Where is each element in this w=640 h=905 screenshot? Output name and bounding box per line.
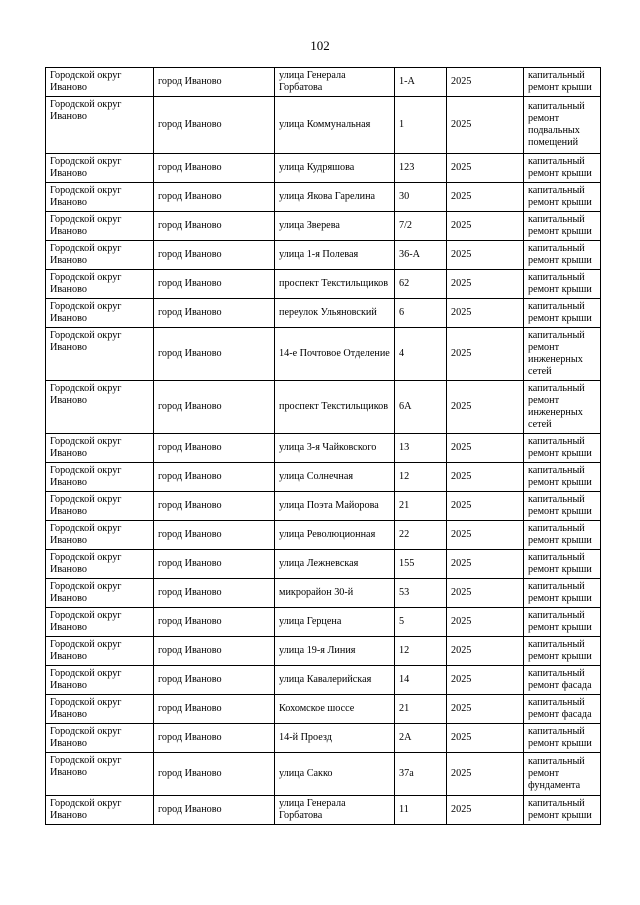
cell-okrug: Городской округ Иваново [46, 68, 154, 97]
cell-okrug: Городской округ Иваново [46, 724, 154, 753]
cell-okrug: Городской округ Иваново [46, 637, 154, 666]
cell-house: 5 [395, 608, 447, 637]
table-row [46, 97, 601, 154]
cell-city: город Иваново [154, 637, 275, 666]
cell-work-type: капитальный ремонт крыши [524, 183, 601, 212]
table-row [46, 608, 601, 637]
cell-year: 2025 [447, 695, 524, 724]
table-row [46, 492, 601, 521]
cell-street: улица Революционная [275, 521, 395, 550]
cell-year: 2025 [447, 212, 524, 241]
cell-year: 2025 [447, 724, 524, 753]
cell-work-type: капитальный ремонт крыши [524, 492, 601, 521]
cell-city: город Иваново [154, 608, 275, 637]
cell-work-type: капитальный ремонт крыши [524, 796, 601, 825]
cell-okrug: Городской округ Иваново [46, 608, 154, 637]
cell-street: улица Лежневская [275, 550, 395, 579]
cell-work-type: капитальный ремонт крыши [524, 241, 601, 270]
table-row [46, 579, 601, 608]
cell-house: 7/2 [395, 212, 447, 241]
registry-table-body [46, 68, 601, 825]
table-row [46, 724, 601, 753]
cell-work-type: капитальный ремонт крыши [524, 68, 601, 97]
cell-okrug: Городской округ Иваново [46, 521, 154, 550]
cell-street: улица Кавалерийская [275, 666, 395, 695]
cell-city: город Иваново [154, 796, 275, 825]
cell-house: 12 [395, 637, 447, 666]
cell-street: улица Коммунальная [275, 97, 395, 154]
cell-city: город Иваново [154, 270, 275, 299]
cell-okrug: Городской округ Иваново [46, 463, 154, 492]
table-row [46, 270, 601, 299]
cell-year: 2025 [447, 637, 524, 666]
table-row [46, 183, 601, 212]
cell-house: 22 [395, 521, 447, 550]
table-row [46, 381, 601, 434]
cell-work-type: капитальный ремонт фундамента [524, 753, 601, 796]
cell-okrug: Городской округ Иваново [46, 183, 154, 212]
cell-year: 2025 [447, 666, 524, 695]
cell-street: улица Зверева [275, 212, 395, 241]
cell-okrug: Городской округ Иваново [46, 753, 154, 796]
cell-year: 2025 [447, 241, 524, 270]
cell-street: проспект Текстильщиков [275, 270, 395, 299]
cell-okrug: Городской округ Иваново [46, 550, 154, 579]
cell-okrug: Городской округ Иваново [46, 270, 154, 299]
cell-house: 36-А [395, 241, 447, 270]
cell-house: 2А [395, 724, 447, 753]
cell-year: 2025 [447, 753, 524, 796]
cell-okrug: Городской округ Иваново [46, 241, 154, 270]
table-row [46, 796, 601, 825]
cell-year: 2025 [447, 550, 524, 579]
cell-work-type: капитальный ремонт крыши [524, 550, 601, 579]
cell-work-type: капитальный ремонт крыши [524, 270, 601, 299]
cell-work-type: капитальный ремонт крыши [524, 212, 601, 241]
cell-okrug: Городской округ Иваново [46, 97, 154, 154]
cell-city: город Иваново [154, 241, 275, 270]
cell-city: город Иваново [154, 724, 275, 753]
cell-city: город Иваново [154, 666, 275, 695]
cell-street: улица Поэта Майорова [275, 492, 395, 521]
table-row [46, 154, 601, 183]
cell-house: 155 [395, 550, 447, 579]
table-row [46, 241, 601, 270]
cell-okrug: Городской округ Иваново [46, 796, 154, 825]
cell-street: 14-й Проезд [275, 724, 395, 753]
cell-year: 2025 [447, 381, 524, 434]
cell-okrug: Городской округ Иваново [46, 154, 154, 183]
cell-house: 1-А [395, 68, 447, 97]
table-row [46, 434, 601, 463]
cell-year: 2025 [447, 796, 524, 825]
cell-city: город Иваново [154, 753, 275, 796]
cell-city: город Иваново [154, 463, 275, 492]
cell-year: 2025 [447, 68, 524, 97]
cell-city: город Иваново [154, 328, 275, 381]
cell-house: 37а [395, 753, 447, 796]
table-row [46, 695, 601, 724]
cell-street: улица Герцена [275, 608, 395, 637]
cell-city: город Иваново [154, 492, 275, 521]
cell-year: 2025 [447, 434, 524, 463]
cell-house: 12 [395, 463, 447, 492]
table-row [46, 666, 601, 695]
cell-city: город Иваново [154, 97, 275, 154]
cell-work-type: капитальный ремонт крыши [524, 521, 601, 550]
cell-year: 2025 [447, 97, 524, 154]
cell-street: улица Кудряшова [275, 154, 395, 183]
cell-okrug: Городской округ Иваново [46, 492, 154, 521]
cell-work-type: капитальный ремонт крыши [524, 579, 601, 608]
cell-work-type: капитальный ремонт крыши [524, 299, 601, 328]
cell-street: улица Генерала Горбатова [275, 796, 395, 825]
cell-okrug: Городской округ Иваново [46, 579, 154, 608]
table-row [46, 68, 601, 97]
cell-street: улица 3-я Чайковского [275, 434, 395, 463]
cell-street: улица Генерала Горбатова [275, 68, 395, 97]
cell-city: город Иваново [154, 68, 275, 97]
page-number: 102 [310, 38, 330, 53]
cell-year: 2025 [447, 463, 524, 492]
table-row [46, 753, 601, 796]
cell-okrug: Городской округ Иваново [46, 299, 154, 328]
cell-okrug: Городской округ Иваново [46, 212, 154, 241]
cell-house: 62 [395, 270, 447, 299]
cell-year: 2025 [447, 299, 524, 328]
cell-city: город Иваново [154, 434, 275, 463]
cell-okrug: Городской округ Иваново [46, 666, 154, 695]
cell-city: город Иваново [154, 521, 275, 550]
table-row [46, 299, 601, 328]
cell-house: 21 [395, 695, 447, 724]
cell-work-type: капитальный ремонт крыши [524, 608, 601, 637]
cell-work-type: капитальный ремонт фасада [524, 666, 601, 695]
table-row [46, 463, 601, 492]
cell-street: микрорайон 30-й [275, 579, 395, 608]
repair-registry-table [45, 67, 601, 825]
cell-year: 2025 [447, 608, 524, 637]
cell-work-type: капитальный ремонт крыши [524, 724, 601, 753]
cell-house: 53 [395, 579, 447, 608]
cell-house: 1 [395, 97, 447, 154]
cell-city: город Иваново [154, 299, 275, 328]
table-row [46, 550, 601, 579]
cell-work-type: капитальный ремонт инженерных сетей [524, 328, 601, 381]
cell-work-type: капитальный ремонт крыши [524, 154, 601, 183]
cell-year: 2025 [447, 154, 524, 183]
cell-work-type: капитальный ремонт крыши [524, 434, 601, 463]
cell-year: 2025 [447, 579, 524, 608]
cell-okrug: Городской округ Иваново [46, 328, 154, 381]
cell-year: 2025 [447, 521, 524, 550]
cell-okrug: Городской округ Иваново [46, 381, 154, 434]
cell-street: Кохомское шоссе [275, 695, 395, 724]
cell-work-type: капитальный ремонт подвальных помещений [524, 97, 601, 154]
cell-city: город Иваново [154, 695, 275, 724]
cell-house: 11 [395, 796, 447, 825]
cell-year: 2025 [447, 270, 524, 299]
cell-work-type: капитальный ремонт фасада [524, 695, 601, 724]
cell-work-type: капитальный ремонт инженерных сетей [524, 381, 601, 434]
cell-house: 4 [395, 328, 447, 381]
cell-city: город Иваново [154, 550, 275, 579]
cell-year: 2025 [447, 183, 524, 212]
cell-okrug: Городской округ Иваново [46, 695, 154, 724]
cell-city: город Иваново [154, 154, 275, 183]
cell-year: 2025 [447, 492, 524, 521]
cell-year: 2025 [447, 328, 524, 381]
cell-house: 14 [395, 666, 447, 695]
cell-street: улица Сакко [275, 753, 395, 796]
table-row [46, 521, 601, 550]
cell-city: город Иваново [154, 579, 275, 608]
cell-work-type: капитальный ремонт крыши [524, 463, 601, 492]
cell-okrug: Городской округ Иваново [46, 434, 154, 463]
cell-city: город Иваново [154, 212, 275, 241]
cell-work-type: капитальный ремонт крыши [524, 637, 601, 666]
cell-street: улица 19-я Линия [275, 637, 395, 666]
cell-house: 30 [395, 183, 447, 212]
cell-house: 21 [395, 492, 447, 521]
cell-house: 13 [395, 434, 447, 463]
cell-city: город Иваново [154, 381, 275, 434]
cell-street: улица Солнечная [275, 463, 395, 492]
table-row [46, 637, 601, 666]
table-row [46, 328, 601, 381]
cell-street: улица 1-я Полевая [275, 241, 395, 270]
table-row [46, 212, 601, 241]
cell-house: 123 [395, 154, 447, 183]
cell-house: 6 [395, 299, 447, 328]
cell-street: переулок Ульяновский [275, 299, 395, 328]
cell-city: город Иваново [154, 183, 275, 212]
cell-street: проспект Текстильщиков [275, 381, 395, 434]
cell-street: 14-е Почтовое Отделение [275, 328, 395, 381]
cell-house: 6А [395, 381, 447, 434]
cell-street: улица Якова Гарелина [275, 183, 395, 212]
